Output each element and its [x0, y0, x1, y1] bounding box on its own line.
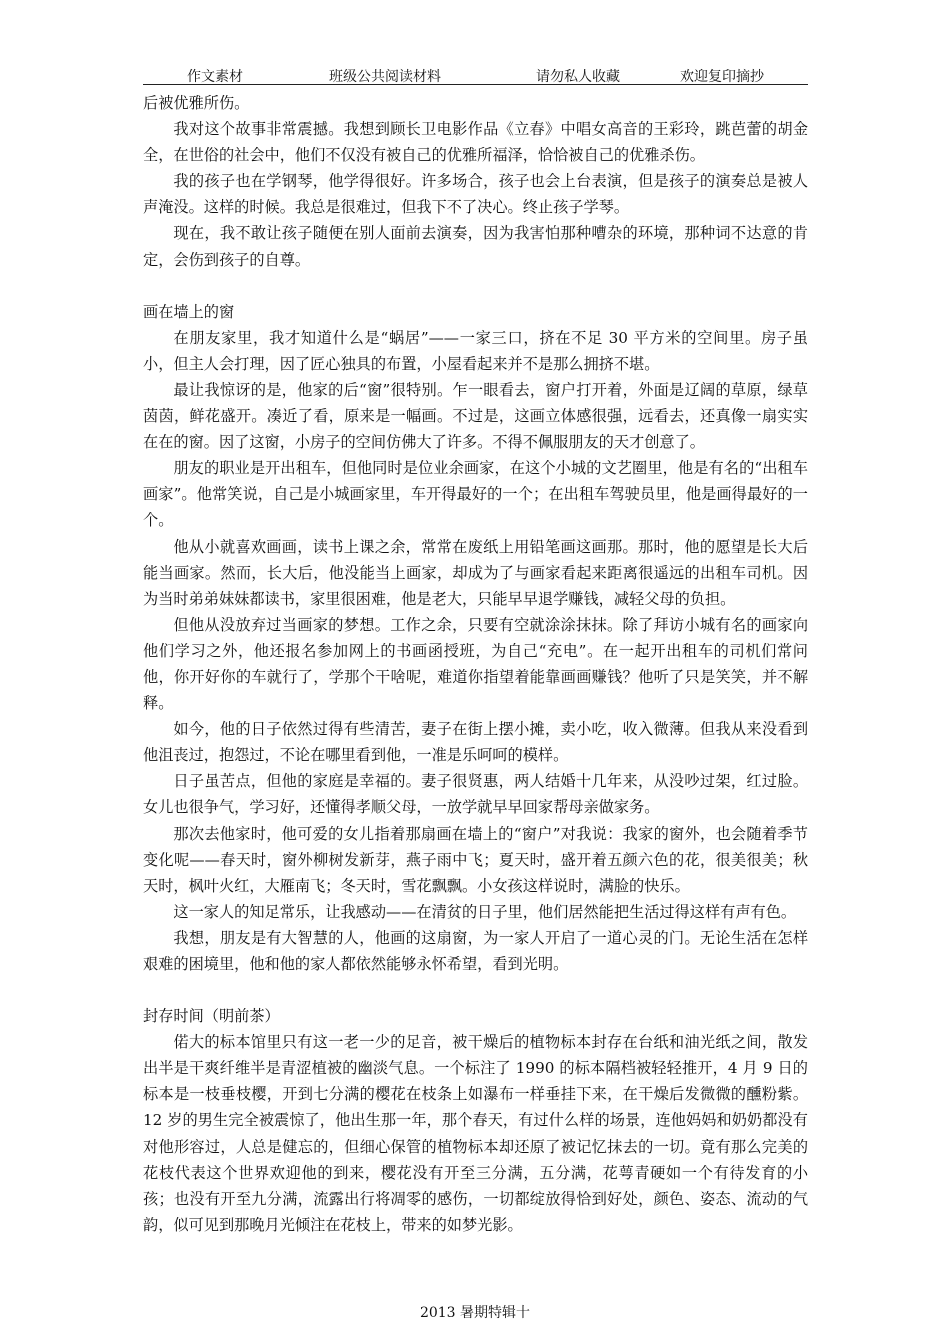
paragraph: 朋友的职业是开出租车，但他同时是位业余画家，在这个小城的文艺圈里，他是有名的“出租车画家”。他常笑说，自己是小城画家里，车开得最好的一个；在出租车驾驶员里，他是画得最好的一个。 — [143, 459, 808, 530]
section-title: 画在墙上的窗 — [143, 302, 235, 321]
page-footer: 2013 暑期特辑十 — [419, 1305, 531, 1321]
paragraph: 日子虽苦点，但他的家庭是幸福的。妻子很贤惠，两人结婚十几年来，从没吵过架，红过脸。女儿也很争气，学习好，还懂得孝顺父母，一放学就早早回家帮母亲做家务。 — [143, 772, 808, 817]
paragraph: 我对这个故事非常震撼。我想到顾长卫电影作品《立春》中唱女高音的王彩玲，跳芭蕾的胡金全，在世俗的社会中，他们不仅没有被自己的优雅所福泽，恰恰被自己的优雅杀伤。 — [143, 120, 808, 165]
page-header — [143, 64, 808, 85]
paragraph: 后被优雅所伤。 — [143, 94, 250, 112]
paragraph: 在朋友家里，我才知道什么是“蜗居”——一家三口，挤在不足 30 平方米的空间里。房子虽小，但主人会打理，因了匠心独具的布置，小屋看起来并不是那么拥挤不堪。 — [143, 328, 808, 373]
paragraph: 我的孩子也在学钢琴，他学得很好。许多场合，孩子也会上台表演，但是孩子的演奏总是被人声淹没。这样的时候。我总是很难过，但我下不了决心。终止孩子学琴。 — [143, 172, 808, 217]
header-item: 班级公共阅读材料 — [329, 69, 441, 85]
paragraph: 如今，他的日子依然过得有些清苦，妻子在街上摆小摊，卖小吃，收入微薄。但我从来没看到他沮丧过，抱怨过，不论在哪里看到他，一准是乐呵呵的模样。 — [143, 720, 808, 765]
header-item: 欢迎复印摘抄 — [680, 69, 764, 85]
paragraph: 最让我惊讶的是，他家的后“窗”很特别。乍一眼看去，窗户打开着，外面是辽阔的草原，绿草茵茵，鲜花盛开。凑近了看，原来是一幅画。不过是，这画立体感很强，远看去，还真像一扇实实在在的窗。因了这窗，小房子的空间仿佛大了许多。不得不佩服朋友的天才创意了。 — [143, 380, 808, 452]
header-item: 请勿私人收藏 — [536, 69, 620, 85]
header-item: 作文素材 — [187, 69, 243, 85]
paragraph: 那次去他家时，他可爱的女儿指着那扇画在墙上的“窗户”对我说：我家的窗外，也会随着季节变化呢——春天时，窗外柳树发新芽，燕子雨中飞；夏天时，盛开着五颜六色的花，很美很美；秋天时，枫叶火红，大雁南飞；冬天时，雪花飘飘。小女孩这样说时，满脸的快乐。 — [143, 824, 808, 895]
paragraph: 我想，朋友是有大智慧的人，他画的这扇窗，为一家人开启了一道心灵的门。无论生活在怎样艰难的困境里，他和他的家人都依然能够永怀希望，看到光明。 — [143, 928, 808, 973]
paragraph: 但他从没放弃过当画家的梦想。工作之余，只要有空就涂涂抹抹。除了拜访小城有名的画家向他们学习之外，他还报名参加网上的书画函授班，为自己“充电”。在一起开出租车的司机们常问他，你开好你的车就行了，学那个干啥呢，难道你指望着能靠画画赚钱？他听了只是笑笑，并不解释。 — [143, 615, 808, 713]
section-title: 封存时间（明前茶） — [143, 1007, 280, 1026]
paragraph: 现在，我不敢让孩子随便在别人面前去演奏，因为我害怕那种嘈杂的环境，那种词不达意的肯定，会伤到孩子的自尊。 — [143, 224, 808, 269]
document-body — [143, 90, 808, 1238]
paragraph: 他从小就喜欢画画，读书上课之余，常常在废纸上用铅笔画这画那。那时，他的愿望是长大后能当画家。然而，长大后，他没能当上画家，却成为了与画家看起来距离很遥远的出租车司机。因为当时弟弟妹妹都读书，家里很困难，他是老大，只能早早退学赚钱，减轻父母的负担。 — [143, 537, 808, 608]
paragraph: 这一家人的知足常乐，让我感动——在清贫的日子里，他们居然能把生活过得这样有声有色。 — [173, 902, 797, 921]
paragraph: 偌大的标本馆里只有这一老一少的足音，被干燥后的植物标本封存在台纸和油光纸之间，散发出半是干爽纤维半是青涩植被的幽淡气息。一个标注了 1990 的标本隔档被轻轻推开，4 月 9 日的标本是一枝垂枝樱，开到七分满的樱花在枝条上如瀑布一样垂挂下来，在干燥后发微微的醺粉紫。12 岁的男生完全被震惊了，他出生那一年，那个春天，有过什么样的场景，连他妈妈和奶奶都没有对他形容过，人总是健忘的，但细心保管的植物标本却还原了被记忆抹去的一切。竟有那么完美的花枝代表这个世界欢迎他的到来，樱花没有开至三分满，五分满，花萼青硬如一个有待发育的小孩；也没有开至九分满，流露出行将凋零的感伤，一切都绽放得恰到好处，颜色、姿态、流动的气韵，似可见到那晚月光倾注在花枝上，带来的如梦光影。 — [143, 1033, 808, 1234]
